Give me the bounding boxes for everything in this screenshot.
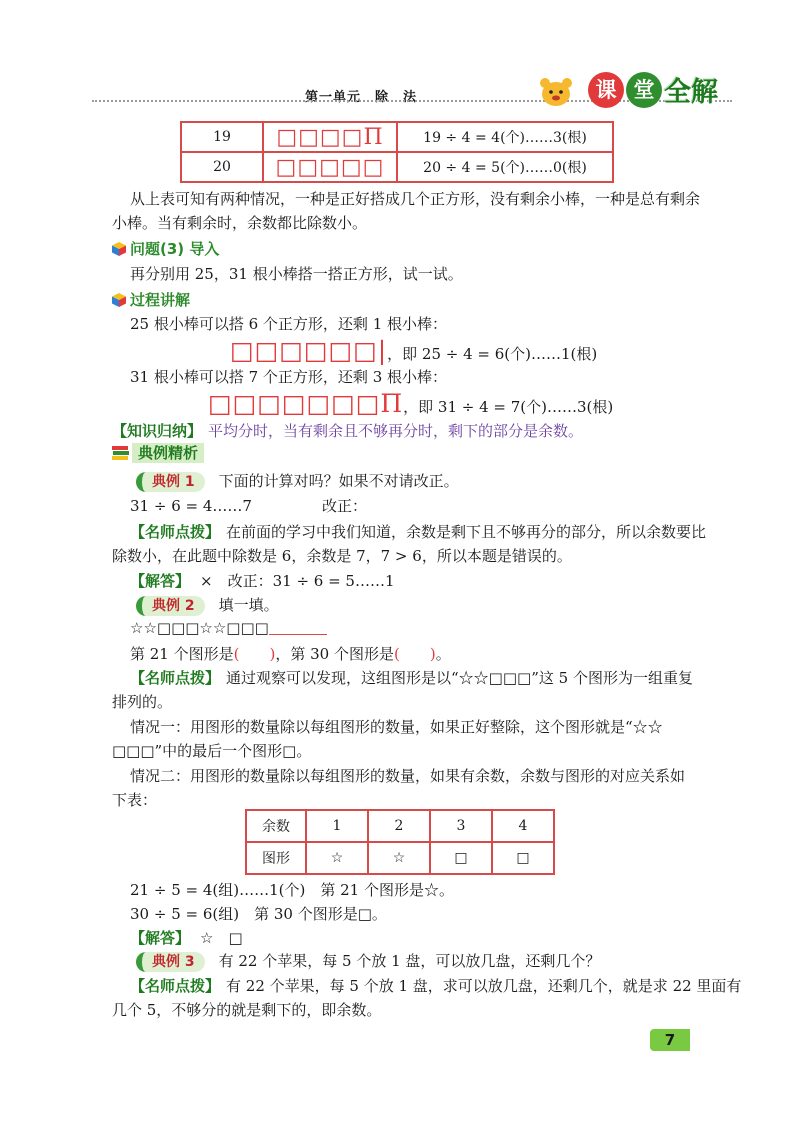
division-equation: 19 ÷ 4 = 4(个)……3(根) <box>397 122 613 152</box>
example-2-badge: 典例 2 <box>136 596 205 616</box>
paragraph: 下表： <box>112 791 158 809</box>
running-header: 第一单元 除 法 <box>305 90 418 105</box>
paragraph: 30 ÷ 5 = 6(组) 第 30 个图形是□。 <box>130 905 387 923</box>
brand-logo <box>536 70 726 110</box>
division-equation: ，即 31 ÷ 4 = 7(个)……3(根) <box>403 398 614 416</box>
paragraph: 几个 5，不够分的就是剩下的，即余数。 <box>112 1001 382 1019</box>
example-1-badge: 典例 1 <box>136 472 205 492</box>
answer-text: ☆ □ <box>200 929 243 947</box>
paragraph: 再分别用 25，31 根小棒搭一搭正方形，试一试。 <box>130 265 463 283</box>
table-cell: ☆ <box>306 842 368 874</box>
square-figure: □□□□□□□П <box>208 389 404 418</box>
paragraph: 31 根小棒可以搭 7 个正方形，还剩 3 根小棒： <box>130 368 448 386</box>
table-row <box>181 152 613 182</box>
knowledge-summary <box>112 420 583 441</box>
brand-ke: 课 <box>588 72 624 108</box>
division-equation: ，即 25 ÷ 4 = 6(个)……1(根) <box>387 345 598 363</box>
question-3-heading <box>112 238 219 259</box>
example-3-badge: 典例 3 <box>136 952 205 972</box>
tip-text: 通过观察可以发现，这组图形是以“☆☆□□□”这 5 个图形为一组重复 <box>226 669 693 687</box>
paragraph: 21 ÷ 5 = 4(组)……1(个) 第 21 个图形是☆。 <box>130 881 454 899</box>
shape-sequence: ☆☆□□□☆☆□□□ <box>130 619 269 637</box>
example-1-question: 下面的计算对吗？如果不对请改正。 <box>218 472 459 490</box>
division-equation: 20 ÷ 4 = 5(个)……0(根) <box>397 152 613 182</box>
process-title: 过程讲解 <box>130 291 191 309</box>
book-stack-icon <box>112 445 130 461</box>
square-figure: □□□□П <box>263 122 397 152</box>
stick-count: 20 <box>181 152 263 182</box>
answer-text: × 改正：31 ÷ 6 = 5……1 <box>200 572 395 590</box>
table-cell: 1 <box>306 810 368 842</box>
example-1-calc <box>130 495 367 516</box>
tip-label: 【名师点拨】 <box>130 523 221 541</box>
paragraph: 情况二：用图形的数量除以每组图形的数量，如果有余数，余数与图形的对应关系如 <box>130 767 686 785</box>
tip-label: 【名师点拨】 <box>130 669 221 687</box>
stick-count: 19 <box>181 122 263 152</box>
paragraph: □□□”中的最后一个图形□。 <box>112 742 312 760</box>
question-3-title: 问题(3) 导入 <box>130 240 220 258</box>
paragraph: 从上表可知有两种情况，一种是正好搭成几个正方形，没有剩余小棒，一种是总有剩余 <box>130 190 701 208</box>
example-1-answer <box>130 570 395 591</box>
table-row <box>246 810 554 842</box>
example-3-tip <box>130 975 741 996</box>
example-2-question: 填一填。 <box>218 596 279 614</box>
remainder-shape-table <box>245 809 555 875</box>
table-row <box>246 842 554 874</box>
example-3 <box>136 950 600 972</box>
answer-slot[interactable]: ( ) <box>393 645 436 663</box>
table-cell: □ <box>430 842 492 874</box>
table-cell: 2 <box>368 810 430 842</box>
paragraph: 25 根小棒可以搭 6 个正方形，还剩 1 根小棒： <box>130 315 448 333</box>
table-row <box>181 122 613 152</box>
table-cell: 4 <box>492 810 554 842</box>
answer-slot[interactable]: ( ) <box>233 645 276 663</box>
cube-icon <box>112 242 126 256</box>
header-cell: 余数 <box>246 810 306 842</box>
fill-text: ，第 30 个图形是 <box>275 645 394 663</box>
stick-square-table <box>180 121 614 183</box>
table-cell: 3 <box>430 810 492 842</box>
figure-31 <box>208 389 613 418</box>
page-number: 7 <box>650 1029 690 1051</box>
process-heading <box>112 289 190 310</box>
section-title: 典例精析 <box>132 443 204 463</box>
paragraph: 小棒。当有剩余时，余数都比除数小。 <box>112 214 368 232</box>
knowledge-label: 【知识归纳】 <box>112 422 203 440</box>
example-2 <box>136 594 279 616</box>
brand-tang: 堂 <box>626 72 662 108</box>
square-figure: □□□□□□| <box>230 336 388 365</box>
tip-text: 有 22 个苹果，每 5 个放 1 盘，求可以放几盘，还剩几个，就是求 22 里面有 <box>226 977 742 995</box>
example-1 <box>136 470 459 492</box>
fill-blank[interactable] <box>269 634 327 635</box>
tip-label: 【名师点拨】 <box>130 977 221 995</box>
header-cell: 图形 <box>246 842 306 874</box>
table-cell: ☆ <box>368 842 430 874</box>
cube-icon <box>112 293 126 307</box>
paragraph: 排列的。 <box>112 693 173 711</box>
square-figure: □□□□□ <box>263 152 397 182</box>
fix-label: 改正： <box>321 497 367 515</box>
fill-text: 。 <box>435 645 451 663</box>
example-2-sequence <box>130 619 327 637</box>
paragraph: 情况一：用图形的数量除以每组图形的数量，如果正好整除，这个图形就是“☆☆ <box>130 718 663 736</box>
example-2-answer <box>130 927 243 948</box>
example-3-question: 有 22 个苹果，每 5 个放 1 盘，可以放几盘，还剩几个？ <box>218 952 601 970</box>
bear-mascot-icon <box>536 74 576 108</box>
example-2-fill <box>130 643 451 664</box>
example-2-tip <box>130 667 693 688</box>
brand-quanjie: 全解 <box>664 77 718 108</box>
fill-text: 第 21 个图形是 <box>130 645 234 663</box>
answer-label: 【解答】 <box>130 572 191 590</box>
calc: 31 ÷ 6 = 4……7 <box>130 497 252 515</box>
section-heading <box>112 443 204 463</box>
knowledge-text: 平均分时，当有剩余且不够再分时，剩下的部分是余数。 <box>208 422 584 440</box>
paragraph: 除数小，在此题中除数是 6，余数是 7，7 > 6，所以本题是错误的。 <box>112 547 572 565</box>
figure-25 <box>230 336 597 365</box>
answer-label: 【解答】 <box>130 929 191 947</box>
table-cell: □ <box>492 842 554 874</box>
example-1-tip <box>130 521 706 542</box>
tip-text: 在前面的学习中我们知道，余数是剩下且不够再分的部分，所以余数要比 <box>226 523 707 541</box>
